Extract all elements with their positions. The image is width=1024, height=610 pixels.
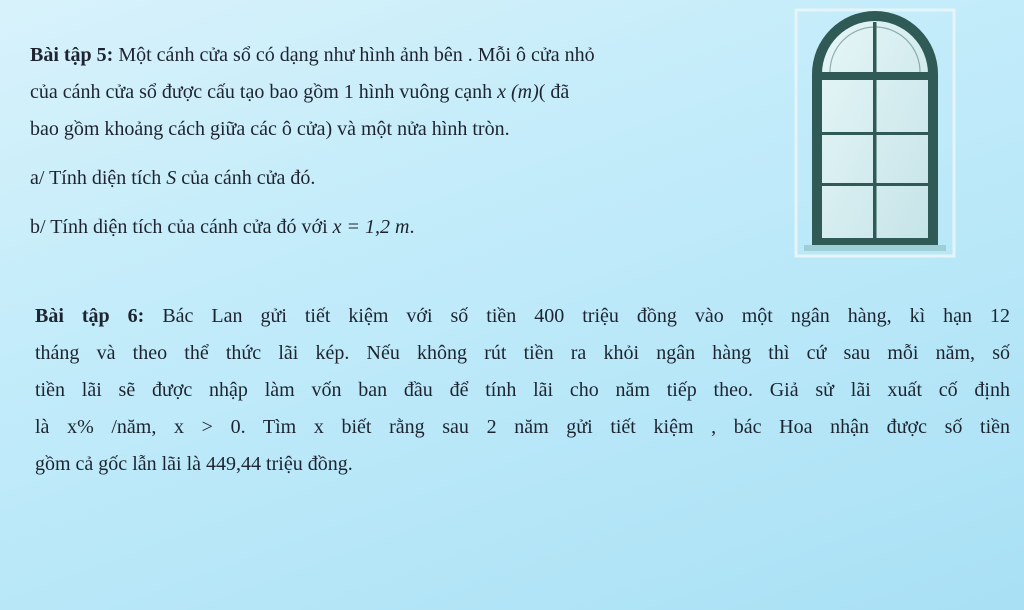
part-b-text-2: . [409, 216, 415, 238]
part-b-text-1: b/ Tính diện tích của cánh cửa đó với [30, 216, 333, 238]
exercise-5-line-3: bao gồm khoảng cách giữa các ô cửa) và một nửa hình tròn. [30, 118, 510, 140]
window-sill [804, 245, 946, 251]
exercise-5-line-2 [30, 74, 790, 111]
exercise-5-variable-x: x (m) [497, 81, 539, 103]
exercise-5-text-1: Một cánh cửa sổ có dạng như hình ảnh bên . Mỗi ô cửa nhỏ [113, 44, 595, 66]
part-a-text-1: a/ Tính diện tích [30, 167, 167, 189]
part-a-variable-s: S [166, 167, 177, 189]
window-mullion-v [873, 22, 877, 240]
exercise-5-part-b [30, 209, 790, 246]
exercise-5 [30, 37, 790, 246]
exercise-5-label: Bài tập 5: [30, 44, 114, 66]
exercise-6-label: Bài tập 6: [35, 305, 145, 327]
exercise-5-text-2b: ( đã [538, 81, 570, 103]
exercise-6-line-5: gồm cả gốc lẫn lãi là 449,44 triệu đồng. [35, 453, 353, 475]
exercise-6-line-4: là x% /năm, x > 0. Tìm x biết rằng sau 2 năm gửi tiết kiệm , bác Hoa nhận được số tiền [35, 416, 1010, 438]
exercise-6-line-1 [35, 298, 1010, 335]
exercise-6-text-1: Bác Lan gửi tiết kiệm với số tiền 400 triệu đồng vào một ngân hàng, kì hạn 12 [144, 305, 1011, 327]
exercise-5-part-a [30, 160, 790, 197]
exercise-6-line-3: tiền lãi sẽ được nhập làm vốn ban đầu để tính lãi cho năm tiếp theo. Giả sử lãi xuất cố định [35, 379, 1010, 401]
exercise-6-line-2: tháng và theo thể thức lãi kép. Nếu không rút tiền ra khỏi ngân hàng thì cứ sau mỗi năm, số [35, 342, 1010, 364]
part-a-text-2: của cánh cửa đó. [176, 167, 316, 189]
part-b-value: x = 1,2 m [332, 216, 410, 238]
exercise-5-text-2a: của cánh cửa sổ được cấu tạo bao gồm 1 hình vuông cạnh [30, 81, 498, 103]
exercise-6 [35, 298, 1010, 483]
exercise-5-line-1 [30, 37, 790, 74]
arched-window-illustration [790, 2, 960, 260]
